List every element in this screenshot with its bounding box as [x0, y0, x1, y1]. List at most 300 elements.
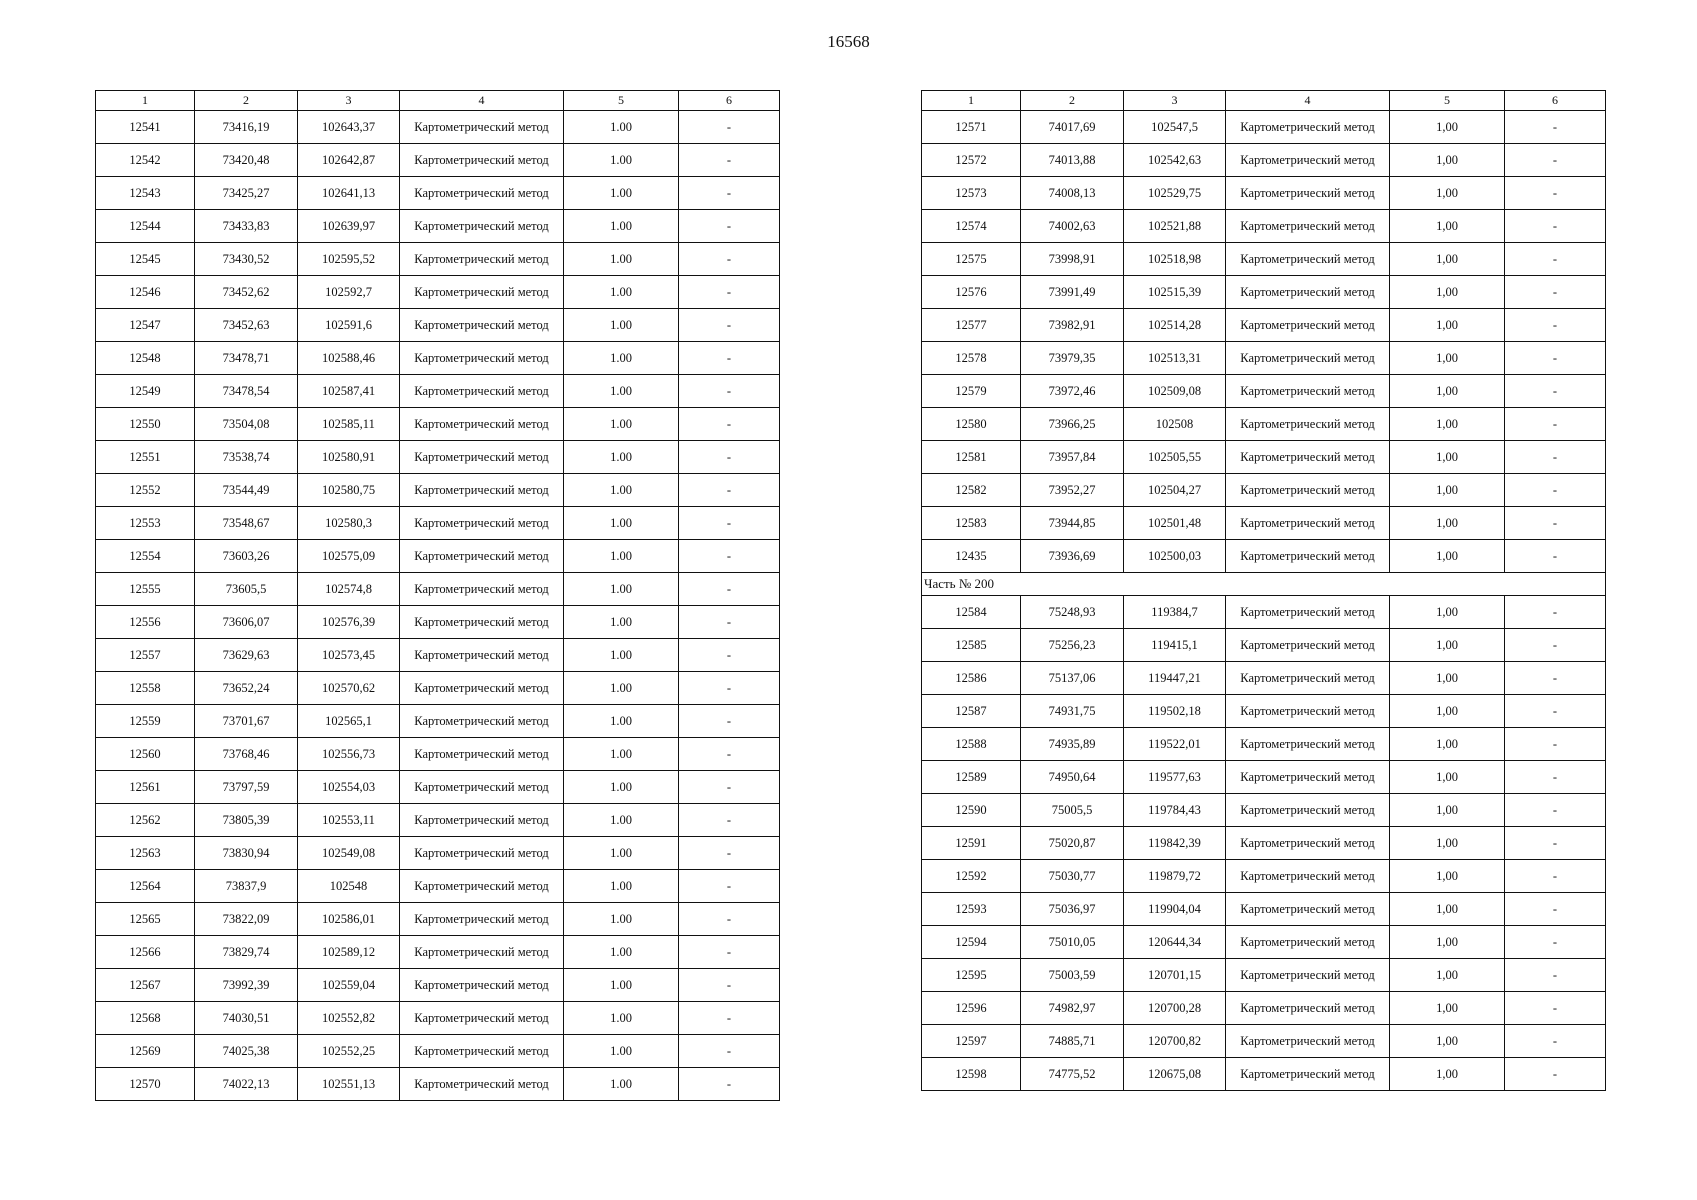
point-number-cell: 12561 [96, 771, 195, 804]
x-coordinate-cell: 73603,26 [195, 540, 298, 573]
table-row [922, 1025, 1606, 1058]
y-coordinate-cell: 102587,41 [298, 375, 400, 408]
y-coordinate-cell: 102639,97 [298, 210, 400, 243]
x-coordinate-cell: 73768,46 [195, 738, 298, 771]
x-coordinate-cell: 73433,83 [195, 210, 298, 243]
point-number-cell: 12581 [922, 441, 1021, 474]
note-cell: - [679, 243, 780, 276]
x-coordinate-cell: 73416,19 [195, 111, 298, 144]
x-coordinate-cell: 74935,89 [1021, 728, 1124, 761]
note-cell: - [679, 606, 780, 639]
note-cell: - [679, 804, 780, 837]
y-coordinate-cell: 102547,5 [1124, 111, 1226, 144]
method-cell: Картометрический метод [400, 276, 564, 309]
table-row [96, 672, 780, 705]
y-coordinate-cell: 120644,34 [1124, 926, 1226, 959]
x-coordinate-cell: 73701,67 [195, 705, 298, 738]
point-number-cell: 12589 [922, 761, 1021, 794]
table-row [922, 728, 1606, 761]
note-cell: - [1505, 596, 1606, 629]
accuracy-cell: 1,00 [1390, 992, 1505, 1025]
note-cell: - [1505, 375, 1606, 408]
accuracy-cell: 1.00 [564, 474, 679, 507]
accuracy-cell: 1.00 [564, 903, 679, 936]
y-coordinate-cell: 102642,87 [298, 144, 400, 177]
note-cell: - [1505, 1058, 1606, 1091]
accuracy-cell: 1.00 [564, 672, 679, 705]
accuracy-cell: 1,00 [1390, 375, 1505, 408]
method-cell: Картометрический метод [400, 771, 564, 804]
x-coordinate-cell: 73478,71 [195, 342, 298, 375]
x-coordinate-cell: 73452,62 [195, 276, 298, 309]
x-coordinate-cell: 75248,93 [1021, 596, 1124, 629]
table-row [96, 276, 780, 309]
point-number-cell: 12596 [922, 992, 1021, 1025]
accuracy-cell: 1.00 [564, 705, 679, 738]
header-row [96, 91, 780, 111]
accuracy-cell: 1.00 [564, 210, 679, 243]
table-row [922, 629, 1606, 662]
accuracy-cell: 1,00 [1390, 926, 1505, 959]
method-cell: Картометрический метод [1226, 408, 1390, 441]
table-row [96, 243, 780, 276]
table-row [96, 375, 780, 408]
note-cell: - [679, 111, 780, 144]
method-cell: Картометрический метод [1226, 210, 1390, 243]
y-coordinate-cell: 102515,39 [1124, 276, 1226, 309]
y-coordinate-cell: 102518,98 [1124, 243, 1226, 276]
table-row [96, 738, 780, 771]
accuracy-cell: 1.00 [564, 1035, 679, 1068]
y-coordinate-cell: 119904,04 [1124, 893, 1226, 926]
accuracy-cell: 1,00 [1390, 177, 1505, 210]
x-coordinate-cell: 73936,69 [1021, 540, 1124, 573]
method-cell: Картометрический метод [1226, 959, 1390, 992]
accuracy-cell: 1.00 [564, 936, 679, 969]
point-number-cell: 12549 [96, 375, 195, 408]
accuracy-cell: 1,00 [1390, 893, 1505, 926]
x-coordinate-cell: 73982,91 [1021, 309, 1124, 342]
note-cell: - [679, 441, 780, 474]
accuracy-cell: 1,00 [1390, 860, 1505, 893]
table-row [96, 1068, 780, 1101]
point-number-cell: 12595 [922, 959, 1021, 992]
point-number-cell: 12545 [96, 243, 195, 276]
accuracy-cell: 1.00 [564, 144, 679, 177]
method-cell: Картометрический метод [400, 903, 564, 936]
x-coordinate-cell: 73652,24 [195, 672, 298, 705]
y-coordinate-cell: 102591,6 [298, 309, 400, 342]
point-number-cell: 12553 [96, 507, 195, 540]
accuracy-cell: 1,00 [1390, 144, 1505, 177]
y-coordinate-cell: 102592,7 [298, 276, 400, 309]
note-cell: - [679, 1068, 780, 1101]
x-coordinate-cell: 73805,39 [195, 804, 298, 837]
y-coordinate-cell: 102549,08 [298, 837, 400, 870]
y-coordinate-cell: 119879,72 [1124, 860, 1226, 893]
note-cell: - [679, 540, 780, 573]
x-coordinate-cell: 73822,09 [195, 903, 298, 936]
x-coordinate-cell: 75137,06 [1021, 662, 1124, 695]
note-cell: - [679, 870, 780, 903]
method-cell: Картометрический метод [400, 474, 564, 507]
table-row [96, 573, 780, 606]
note-cell: - [679, 837, 780, 870]
point-number-cell: 12591 [922, 827, 1021, 860]
accuracy-cell: 1.00 [564, 540, 679, 573]
accuracy-cell: 1.00 [564, 177, 679, 210]
method-cell: Картометрический метод [1226, 761, 1390, 794]
page-number: 16568 [827, 32, 870, 51]
table-row [922, 761, 1606, 794]
note-cell: - [1505, 276, 1606, 309]
note-cell: - [1505, 342, 1606, 375]
note-cell: - [1505, 111, 1606, 144]
note-cell: - [1505, 695, 1606, 728]
method-cell: Картометрический метод [400, 804, 564, 837]
accuracy-cell: 1.00 [564, 738, 679, 771]
point-number-cell: 12582 [922, 474, 1021, 507]
table-row [922, 992, 1606, 1025]
table-row [922, 926, 1606, 959]
y-coordinate-cell: 102513,31 [1124, 342, 1226, 375]
point-number-cell: 12572 [922, 144, 1021, 177]
table-row [96, 870, 780, 903]
table-row [96, 177, 780, 210]
point-number-cell: 12568 [96, 1002, 195, 1035]
column-header: 3 [1124, 91, 1226, 111]
method-cell: Картометрический метод [1226, 111, 1390, 144]
note-cell: - [1505, 893, 1606, 926]
method-cell: Картометрический метод [400, 144, 564, 177]
y-coordinate-cell: 102551,13 [298, 1068, 400, 1101]
accuracy-cell: 1.00 [564, 507, 679, 540]
table-row [922, 959, 1606, 992]
y-coordinate-cell: 119447,21 [1124, 662, 1226, 695]
note-cell: - [1505, 860, 1606, 893]
y-coordinate-cell: 102595,52 [298, 243, 400, 276]
method-cell: Картометрический метод [400, 375, 564, 408]
x-coordinate-cell: 73830,94 [195, 837, 298, 870]
y-coordinate-cell: 102553,11 [298, 804, 400, 837]
y-coordinate-cell: 102573,45 [298, 639, 400, 672]
table-row [922, 177, 1606, 210]
method-cell: Картометрический метод [400, 573, 564, 606]
column-header: 1 [96, 91, 195, 111]
table-row [922, 794, 1606, 827]
x-coordinate-cell: 73606,07 [195, 606, 298, 639]
point-number-cell: 12594 [922, 926, 1021, 959]
accuracy-cell: 1.00 [564, 276, 679, 309]
table-row [96, 903, 780, 936]
point-number-cell: 12564 [96, 870, 195, 903]
note-cell: - [679, 969, 780, 1002]
y-coordinate-cell: 102575,09 [298, 540, 400, 573]
note-cell: - [679, 408, 780, 441]
note-cell: - [679, 276, 780, 309]
accuracy-cell: 1,00 [1390, 1025, 1505, 1058]
y-coordinate-cell: 119522,01 [1124, 728, 1226, 761]
method-cell: Картометрический метод [400, 936, 564, 969]
point-number-cell: 12560 [96, 738, 195, 771]
accuracy-cell: 1,00 [1390, 761, 1505, 794]
x-coordinate-cell: 74025,38 [195, 1035, 298, 1068]
method-cell: Картометрический метод [400, 177, 564, 210]
note-cell: - [679, 705, 780, 738]
point-number-cell: 12590 [922, 794, 1021, 827]
accuracy-cell: 1.00 [564, 408, 679, 441]
method-cell: Картометрический метод [1226, 728, 1390, 761]
point-number-cell: 12585 [922, 629, 1021, 662]
point-number-cell: 12544 [96, 210, 195, 243]
column-header: 6 [1505, 91, 1606, 111]
note-cell: - [1505, 926, 1606, 959]
y-coordinate-cell: 102552,82 [298, 1002, 400, 1035]
x-coordinate-cell: 73837,9 [195, 870, 298, 903]
table-row [922, 507, 1606, 540]
note-cell: - [679, 738, 780, 771]
point-number-cell: 12597 [922, 1025, 1021, 1058]
note-cell: - [679, 903, 780, 936]
note-cell: - [1505, 309, 1606, 342]
y-coordinate-cell: 102641,13 [298, 177, 400, 210]
note-cell: - [679, 210, 780, 243]
y-coordinate-cell: 119784,43 [1124, 794, 1226, 827]
accuracy-cell: 1.00 [564, 375, 679, 408]
x-coordinate-cell: 73629,63 [195, 639, 298, 672]
note-cell: - [679, 1002, 780, 1035]
accuracy-cell: 1,00 [1390, 662, 1505, 695]
section-label: Часть № 200 [922, 573, 1606, 596]
x-coordinate-cell: 74885,71 [1021, 1025, 1124, 1058]
method-cell: Картометрический метод [1226, 596, 1390, 629]
method-cell: Картометрический метод [1226, 695, 1390, 728]
note-cell: - [679, 177, 780, 210]
note-cell: - [1505, 177, 1606, 210]
method-cell: Картометрический метод [1226, 629, 1390, 662]
method-cell: Картометрический метод [400, 837, 564, 870]
point-number-cell: 12586 [922, 662, 1021, 695]
x-coordinate-cell: 75005,5 [1021, 794, 1124, 827]
table-row [922, 408, 1606, 441]
method-cell: Картометрический метод [1226, 540, 1390, 573]
y-coordinate-cell: 102505,55 [1124, 441, 1226, 474]
x-coordinate-cell: 73829,74 [195, 936, 298, 969]
method-cell: Картометрический метод [400, 606, 564, 639]
table-row [922, 441, 1606, 474]
x-coordinate-cell: 73972,46 [1021, 375, 1124, 408]
table-row [922, 342, 1606, 375]
point-number-cell: 12554 [96, 540, 195, 573]
accuracy-cell: 1,00 [1390, 441, 1505, 474]
point-number-cell: 12571 [922, 111, 1021, 144]
table-row [922, 893, 1606, 926]
note-cell: - [1505, 992, 1606, 1025]
method-cell: Картометрический метод [1226, 827, 1390, 860]
y-coordinate-cell: 119842,39 [1124, 827, 1226, 860]
accuracy-cell: 1.00 [564, 870, 679, 903]
y-coordinate-cell: 102580,3 [298, 507, 400, 540]
note-cell: - [679, 573, 780, 606]
table-row [96, 144, 780, 177]
x-coordinate-cell: 73478,54 [195, 375, 298, 408]
table-row [96, 804, 780, 837]
x-coordinate-cell: 73538,74 [195, 441, 298, 474]
point-number-cell: 12555 [96, 573, 195, 606]
column-header: 5 [1390, 91, 1505, 111]
note-cell: - [679, 342, 780, 375]
method-cell: Картометрический метод [400, 705, 564, 738]
accuracy-cell: 1.00 [564, 441, 679, 474]
point-number-cell: 12579 [922, 375, 1021, 408]
y-coordinate-cell: 102589,12 [298, 936, 400, 969]
method-cell: Картометрический метод [400, 969, 564, 1002]
note-cell: - [679, 936, 780, 969]
point-number-cell: 12578 [922, 342, 1021, 375]
column-header: 2 [1021, 91, 1124, 111]
table-row [922, 1058, 1606, 1091]
table-row [922, 144, 1606, 177]
note-cell: - [1505, 474, 1606, 507]
accuracy-cell: 1,00 [1390, 596, 1505, 629]
table-row [96, 705, 780, 738]
x-coordinate-cell: 73991,49 [1021, 276, 1124, 309]
point-number-cell: 12557 [96, 639, 195, 672]
note-cell: - [1505, 243, 1606, 276]
x-coordinate-cell: 74982,97 [1021, 992, 1124, 1025]
method-cell: Картометрический метод [1226, 342, 1390, 375]
point-number-cell: 12583 [922, 507, 1021, 540]
method-cell: Картометрический метод [1226, 243, 1390, 276]
y-coordinate-cell: 102514,28 [1124, 309, 1226, 342]
y-coordinate-cell: 102548 [298, 870, 400, 903]
table-row [96, 606, 780, 639]
table-row [96, 507, 780, 540]
method-cell: Картометрический метод [1226, 474, 1390, 507]
point-number-cell: 12577 [922, 309, 1021, 342]
note-cell: - [1505, 728, 1606, 761]
point-number-cell: 12550 [96, 408, 195, 441]
x-coordinate-cell: 73992,39 [195, 969, 298, 1002]
point-number-cell: 12575 [922, 243, 1021, 276]
note-cell: - [1505, 441, 1606, 474]
x-coordinate-cell: 75010,05 [1021, 926, 1124, 959]
x-coordinate-cell: 73979,35 [1021, 342, 1124, 375]
method-cell: Картометрический метод [400, 243, 564, 276]
table-row [922, 860, 1606, 893]
point-number-cell: 12570 [96, 1068, 195, 1101]
method-cell: Картометрический метод [400, 309, 564, 342]
note-cell: - [679, 507, 780, 540]
column-header: 1 [922, 91, 1021, 111]
y-coordinate-cell: 102504,27 [1124, 474, 1226, 507]
point-number-cell: 12551 [96, 441, 195, 474]
table-row [96, 1002, 780, 1035]
table-row [922, 474, 1606, 507]
accuracy-cell: 1.00 [564, 837, 679, 870]
table-row [922, 662, 1606, 695]
accuracy-cell: 1,00 [1390, 827, 1505, 860]
method-cell: Картометрический метод [1226, 926, 1390, 959]
x-coordinate-cell: 74931,75 [1021, 695, 1124, 728]
accuracy-cell: 1.00 [564, 1068, 679, 1101]
method-cell: Картометрический метод [1226, 992, 1390, 1025]
point-number-cell: 12552 [96, 474, 195, 507]
accuracy-cell: 1,00 [1390, 309, 1505, 342]
accuracy-cell: 1,00 [1390, 1058, 1505, 1091]
point-number-cell: 12569 [96, 1035, 195, 1068]
x-coordinate-cell: 75256,23 [1021, 629, 1124, 662]
note-cell: - [1505, 210, 1606, 243]
x-coordinate-cell: 73944,85 [1021, 507, 1124, 540]
method-cell: Картометрический метод [1226, 860, 1390, 893]
accuracy-cell: 1.00 [564, 804, 679, 837]
point-number-cell: 12559 [96, 705, 195, 738]
y-coordinate-cell: 119384,7 [1124, 596, 1226, 629]
table-row [96, 1035, 780, 1068]
x-coordinate-cell: 74775,52 [1021, 1058, 1124, 1091]
table-row [96, 837, 780, 870]
y-coordinate-cell: 102542,63 [1124, 144, 1226, 177]
point-number-cell: 12562 [96, 804, 195, 837]
table-row [96, 969, 780, 1002]
y-coordinate-cell: 102509,08 [1124, 375, 1226, 408]
method-cell: Картометрический метод [400, 507, 564, 540]
method-cell: Картометрический метод [1226, 662, 1390, 695]
point-number-cell: 12546 [96, 276, 195, 309]
accuracy-cell: 1,00 [1390, 794, 1505, 827]
point-number-cell: 12542 [96, 144, 195, 177]
note-cell: - [1505, 540, 1606, 573]
note-cell: - [679, 1035, 780, 1068]
column-header: 2 [195, 91, 298, 111]
table-row [96, 936, 780, 969]
y-coordinate-cell: 102570,62 [298, 672, 400, 705]
accuracy-cell: 1.00 [564, 342, 679, 375]
header-row [922, 91, 1606, 111]
column-header: 3 [298, 91, 400, 111]
x-coordinate-cell: 75020,87 [1021, 827, 1124, 860]
accuracy-cell: 1.00 [564, 771, 679, 804]
note-cell: - [679, 474, 780, 507]
x-coordinate-cell: 74030,51 [195, 1002, 298, 1035]
point-number-cell: 12558 [96, 672, 195, 705]
note-cell: - [1505, 629, 1606, 662]
x-coordinate-cell: 74008,13 [1021, 177, 1124, 210]
x-coordinate-cell: 75036,97 [1021, 893, 1124, 926]
accuracy-cell: 1,00 [1390, 507, 1505, 540]
y-coordinate-cell: 102554,03 [298, 771, 400, 804]
table-row [922, 111, 1606, 144]
section-row [922, 573, 1606, 596]
coordinates-table-right [921, 90, 1606, 1091]
y-coordinate-cell: 102565,1 [298, 705, 400, 738]
column-header: 4 [400, 91, 564, 111]
x-coordinate-cell: 74002,63 [1021, 210, 1124, 243]
x-coordinate-cell: 73548,67 [195, 507, 298, 540]
note-cell: - [1505, 827, 1606, 860]
table-row [922, 210, 1606, 243]
accuracy-cell: 1,00 [1390, 210, 1505, 243]
method-cell: Картометрический метод [1226, 1025, 1390, 1058]
table-row [96, 441, 780, 474]
y-coordinate-cell: 102643,37 [298, 111, 400, 144]
y-coordinate-cell: 102574,8 [298, 573, 400, 606]
table-row [96, 639, 780, 672]
x-coordinate-cell: 73605,5 [195, 573, 298, 606]
x-coordinate-cell: 73430,52 [195, 243, 298, 276]
accuracy-cell: 1.00 [564, 639, 679, 672]
